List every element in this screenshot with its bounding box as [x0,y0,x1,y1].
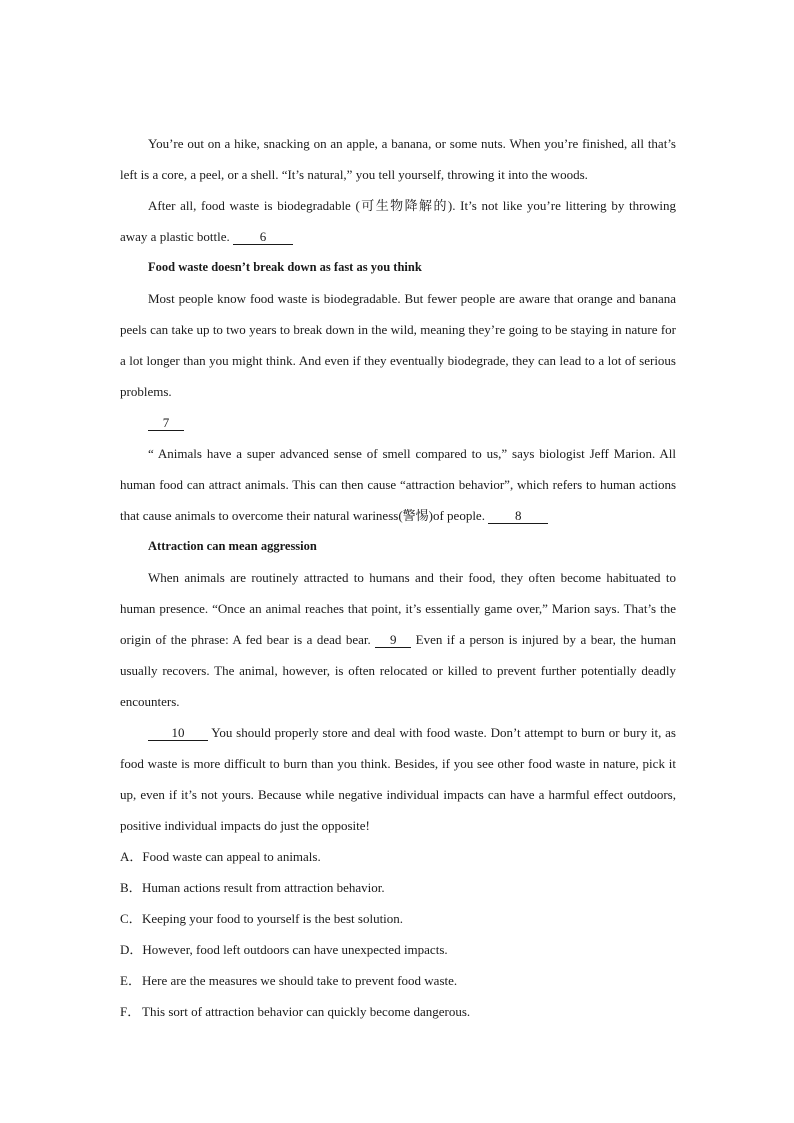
option-letter: E． [120,973,141,988]
option-letter: D． [120,942,143,957]
option-e[interactable] [120,965,676,996]
paragraph-habituated-text-a: When animals are routinely attracted to humans and their food, they often become habituated to human presence. “Once an animal reaches that point, it’s essentially game over,” Marion says. That’s the origin of the phrase: A fed bear is a dead bear. [120,570,676,647]
option-a[interactable] [120,841,676,872]
option-letter: C． [120,911,142,926]
paragraph-blank-7 [120,407,676,438]
heading-break-down: Food waste doesn’t break down as fast as you think [148,260,422,274]
option-text: Here are the measures we should take to prevent food waste. [142,973,458,988]
paragraph-habituated-text-b: Even if a person is injured by a bear, the human usually recovers. The animal, however, is often relocated or killed to prevent further potentially deadly encounters. [120,632,677,709]
blank-6[interactable]: 6 [233,230,293,245]
option-letter: B． [120,880,142,895]
paragraph-intro-text: You’re out on a hike, snacking on an apple, a banana, or some nuts. When you’re finished, all that’s left is a core, a peel, or a shell. “It’s natural,” you tell yourself, throwing it into the woods. [120,136,676,182]
heading-aggression: Attraction can mean aggression [148,539,317,553]
option-text: However, food left outdoors can have unexpected impacts. [142,942,448,957]
option-d[interactable] [120,934,676,965]
option-c[interactable] [120,903,676,934]
blank-9[interactable]: 9 [375,633,411,648]
paragraph-smell [120,438,676,531]
option-b[interactable] [120,872,676,903]
paragraph-intro [120,128,676,190]
option-letter: F． [120,1004,141,1019]
paragraph-smell-text: “ Animals have a super advanced sense of smell compared to us,” says biologist Jeff Marion. All human food can attract animals. This can then cause “attraction behavior”, which refers to human actions that cause animals to overcome their natural wariness(警惕)of people. [120,446,676,523]
option-text: This sort of attraction behavior can quickly become dangerous. [142,1004,471,1019]
option-f[interactable] [120,996,676,1027]
paragraph-habituated [120,562,676,717]
blank-8[interactable]: 8 [488,509,548,524]
paragraph-peels-text: Most people know food waste is biodegradable. But fewer people are aware that orange and banana peels can take up to two years to break down in the wild, meaning they’re going to be staying in nature for a lot longer than you might think. And even if they eventually biodegrade, they can lead to a lot of serious problems. [120,291,676,399]
paragraph-biodegradable-text: After all, food waste is biodegradable (可生物降解的). It’s not like you’re littering by throwing away a plastic bottle. [120,198,676,244]
option-letter: A． [120,849,143,864]
paragraph-biodegradable [120,190,676,252]
option-text: Human actions result from attraction behavior. [142,880,385,895]
blank-7[interactable]: 7 [148,416,184,431]
blank-10[interactable]: 10 [148,726,208,741]
option-text: Food waste can appeal to animals. [142,849,321,864]
paragraph-peels [120,283,676,407]
paragraph-measures-text: You should properly store and deal with food waste. Don’t attempt to burn or bury it, as food waste is more difficult to burn than you think. Besides, if you see other food waste in nature, pick it up, even if it’s not yours. Because while negative individual impacts can have a harmful effect outdoors, positive individual impacts do just the opposite! [120,725,676,833]
paragraph-measures [120,717,676,841]
option-text: Keeping your food to yourself is the best solution. [142,911,404,926]
answer-options [120,841,676,1027]
document-page [120,128,676,1027]
